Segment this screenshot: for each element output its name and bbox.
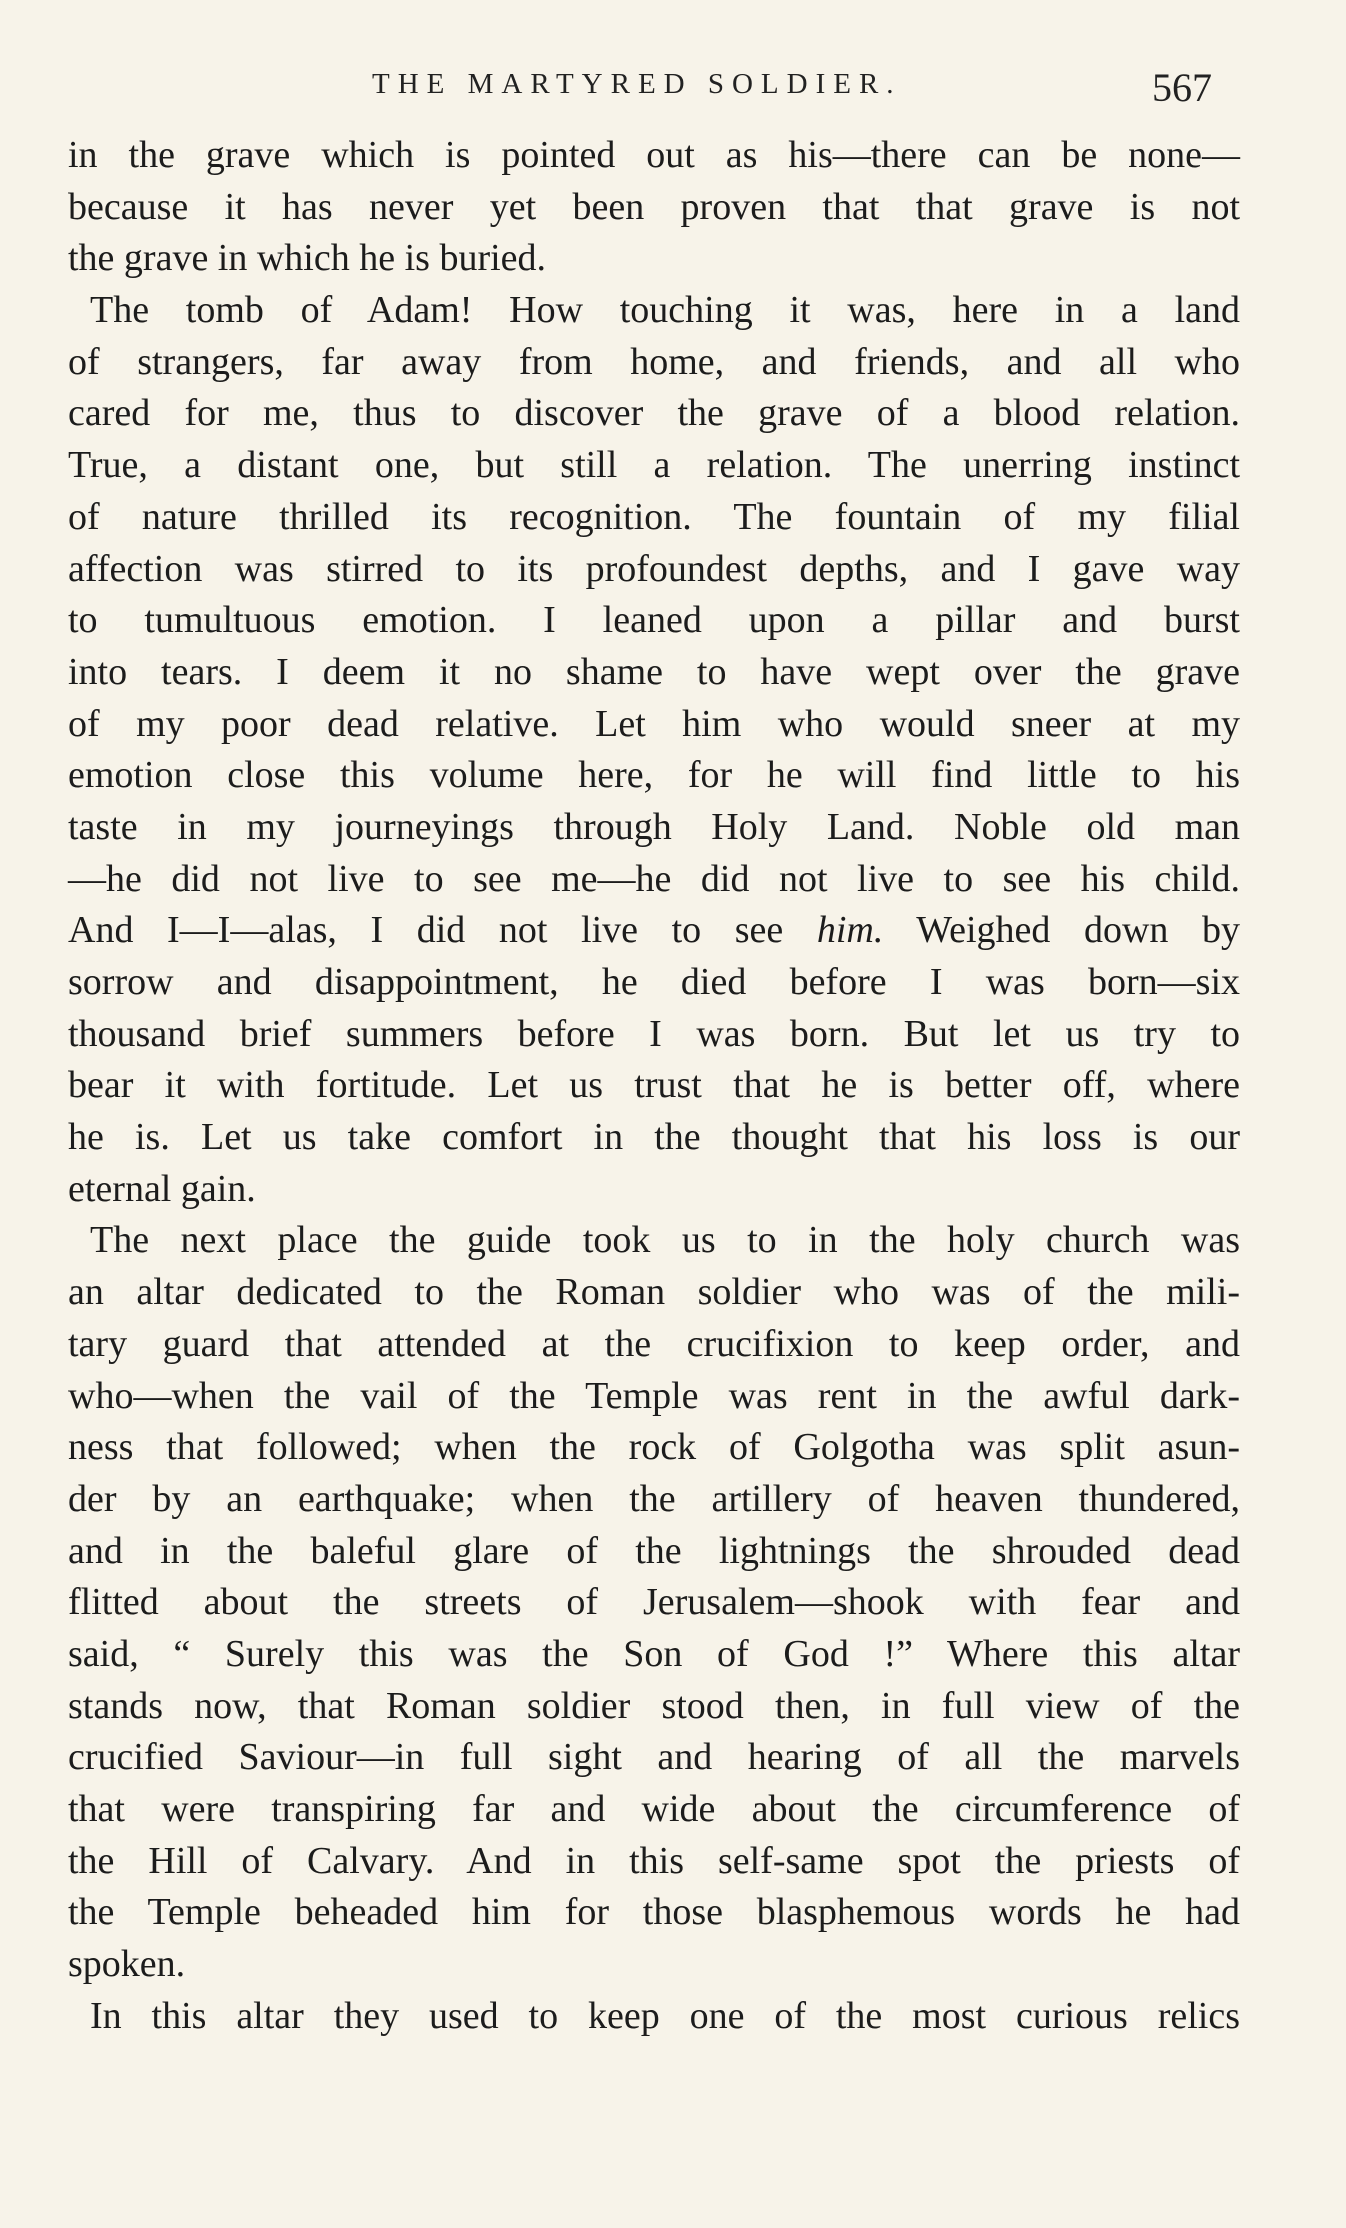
text-line-content: The tomb of Adam! How touching it was, here in a land xyxy=(90,289,1240,332)
text-line-content: of nature thrilled its recognition. The fountain of my filial xyxy=(68,495,1240,538)
text-line-content: the Temple beheaded him for those blasphemous words he had xyxy=(68,1891,1240,1934)
text-line-content: And I—I—alas, I did not live to see xyxy=(68,909,817,952)
text-line-content: eternal gain. xyxy=(68,1167,256,1210)
text-line-content: True, a distant one, but still a relation. The unerring instinct xyxy=(68,444,1240,487)
text-line-content: because it has never yet been proven that that grave is not xyxy=(68,185,1240,228)
text-line xyxy=(68,1991,1240,2043)
text-line xyxy=(68,1060,1240,1112)
text-line xyxy=(68,1732,1240,1784)
page-number: 567 xyxy=(1152,65,1212,110)
text-line xyxy=(68,1526,1240,1578)
text-line-content: thousand brief summers before I was born. But let us try to xyxy=(68,1012,1240,1055)
text-line-content: the grave in which he is buried. xyxy=(68,237,547,280)
text-line xyxy=(68,1681,1240,1733)
text-line-content: the Hill of Calvary. And in this self-same spot the priests of xyxy=(68,1839,1240,1882)
text-line xyxy=(68,1009,1240,1061)
text-line xyxy=(68,337,1240,389)
body-text xyxy=(68,130,1240,2042)
text-line-content: said, “ Surely this was the Son of God !” Where this altar xyxy=(68,1632,1240,1675)
text-line xyxy=(68,1371,1240,1423)
text-line xyxy=(68,1267,1240,1319)
text-line-content: into tears. I deem it no shame to have wept over the grave xyxy=(68,650,1240,693)
text-line-content: in the grave which is pointed out as his—there can be none— xyxy=(68,134,1240,176)
text-line-content: cared for me, thus to discover the grave of a blood relation. xyxy=(68,392,1240,435)
text-line-content: and in the baleful glare of the lightnings the shrouded dead xyxy=(68,1529,1240,1572)
text-line-content: crucified Saviour—in full sight and hearing of all the marvels xyxy=(68,1736,1240,1779)
text-line-content: tary guard that attended at the crucifixion to keep order, and xyxy=(68,1322,1240,1365)
text-line xyxy=(68,440,1240,492)
text-line xyxy=(68,1319,1240,1371)
text-line xyxy=(68,544,1240,596)
text-line xyxy=(68,1784,1240,1836)
text-line xyxy=(68,1577,1240,1629)
text-line-content: of strangers, far away from home, and friends, and all who xyxy=(68,340,1240,383)
text-line-content: emotion close this volume here, for he will find little to his xyxy=(68,754,1240,797)
text-line xyxy=(68,1836,1240,1888)
text-line-content: that were transpiring far and wide about the circumference of xyxy=(68,1788,1240,1830)
text-line xyxy=(68,595,1240,647)
running-head xyxy=(0,64,1346,114)
text-line xyxy=(68,1887,1240,1939)
text-line xyxy=(68,905,1240,957)
text-line xyxy=(68,1164,1240,1216)
text-line xyxy=(68,233,1240,285)
text-line xyxy=(68,699,1240,751)
text-line xyxy=(68,1215,1240,1267)
text-line xyxy=(68,388,1240,440)
text-line-content: In this altar they used to keep one of the most curious relics xyxy=(90,1994,1240,2037)
text-line xyxy=(68,647,1240,699)
italic-emphasis: him. xyxy=(816,909,884,952)
text-line xyxy=(68,492,1240,544)
text-line-content: ness that followed; when the rock of Golgotha was split asun- xyxy=(68,1426,1240,1469)
text-line-content: to tumultuous emotion. I leaned upon a pillar and burst xyxy=(68,599,1240,642)
text-line-content: flitted about the streets of Jerusalem—shook with fear and xyxy=(68,1581,1240,1624)
text-line xyxy=(68,1474,1240,1526)
text-line-content: bear it with fortitude. Let us trust that he is better off, where xyxy=(68,1064,1240,1107)
text-line-content: spoken. xyxy=(68,1943,186,1986)
text-line-content: der by an earthquake; when the artillery of heaven thundered, xyxy=(68,1477,1240,1520)
text-line xyxy=(68,957,1240,1009)
text-line-content: affection was stirred to its profoundest depths, and I gave way xyxy=(68,547,1240,590)
text-line xyxy=(68,802,1240,854)
text-line-content: stands now, that Roman soldier stood then, in full view of the xyxy=(68,1684,1240,1727)
text-line-content: he is. Let us take comfort in the thought that his loss is our xyxy=(68,1116,1240,1159)
text-line-content: who—when the vail of the Temple was rent in the awful dark- xyxy=(68,1374,1240,1417)
text-line xyxy=(68,1112,1240,1164)
text-line-content: taste in my journeyings through Holy Land. Noble old man xyxy=(68,805,1240,848)
text-line xyxy=(68,182,1240,234)
text-line xyxy=(68,1629,1240,1681)
text-line xyxy=(68,1939,1240,1991)
text-line xyxy=(68,285,1240,337)
text-line xyxy=(68,854,1240,906)
text-line-continuation: Weighed down by xyxy=(883,909,1240,952)
text-line xyxy=(68,130,1240,182)
text-line xyxy=(68,750,1240,802)
text-line-content: of my poor dead relative. Let him who would sneer at my xyxy=(68,702,1240,745)
running-title: THE MARTYRED SOLDIER. xyxy=(372,68,902,100)
text-line-content: The next place the guide took us to in the holy church was xyxy=(90,1219,1240,1262)
text-line xyxy=(68,1422,1240,1474)
text-line-content: sorrow and disappointment, he died before I was born—six xyxy=(68,961,1240,1003)
text-line-content: an altar dedicated to the Roman soldier who was of the mili- xyxy=(68,1271,1240,1314)
text-line-content: —he did not live to see me—he did not live to see his child. xyxy=(68,857,1240,900)
